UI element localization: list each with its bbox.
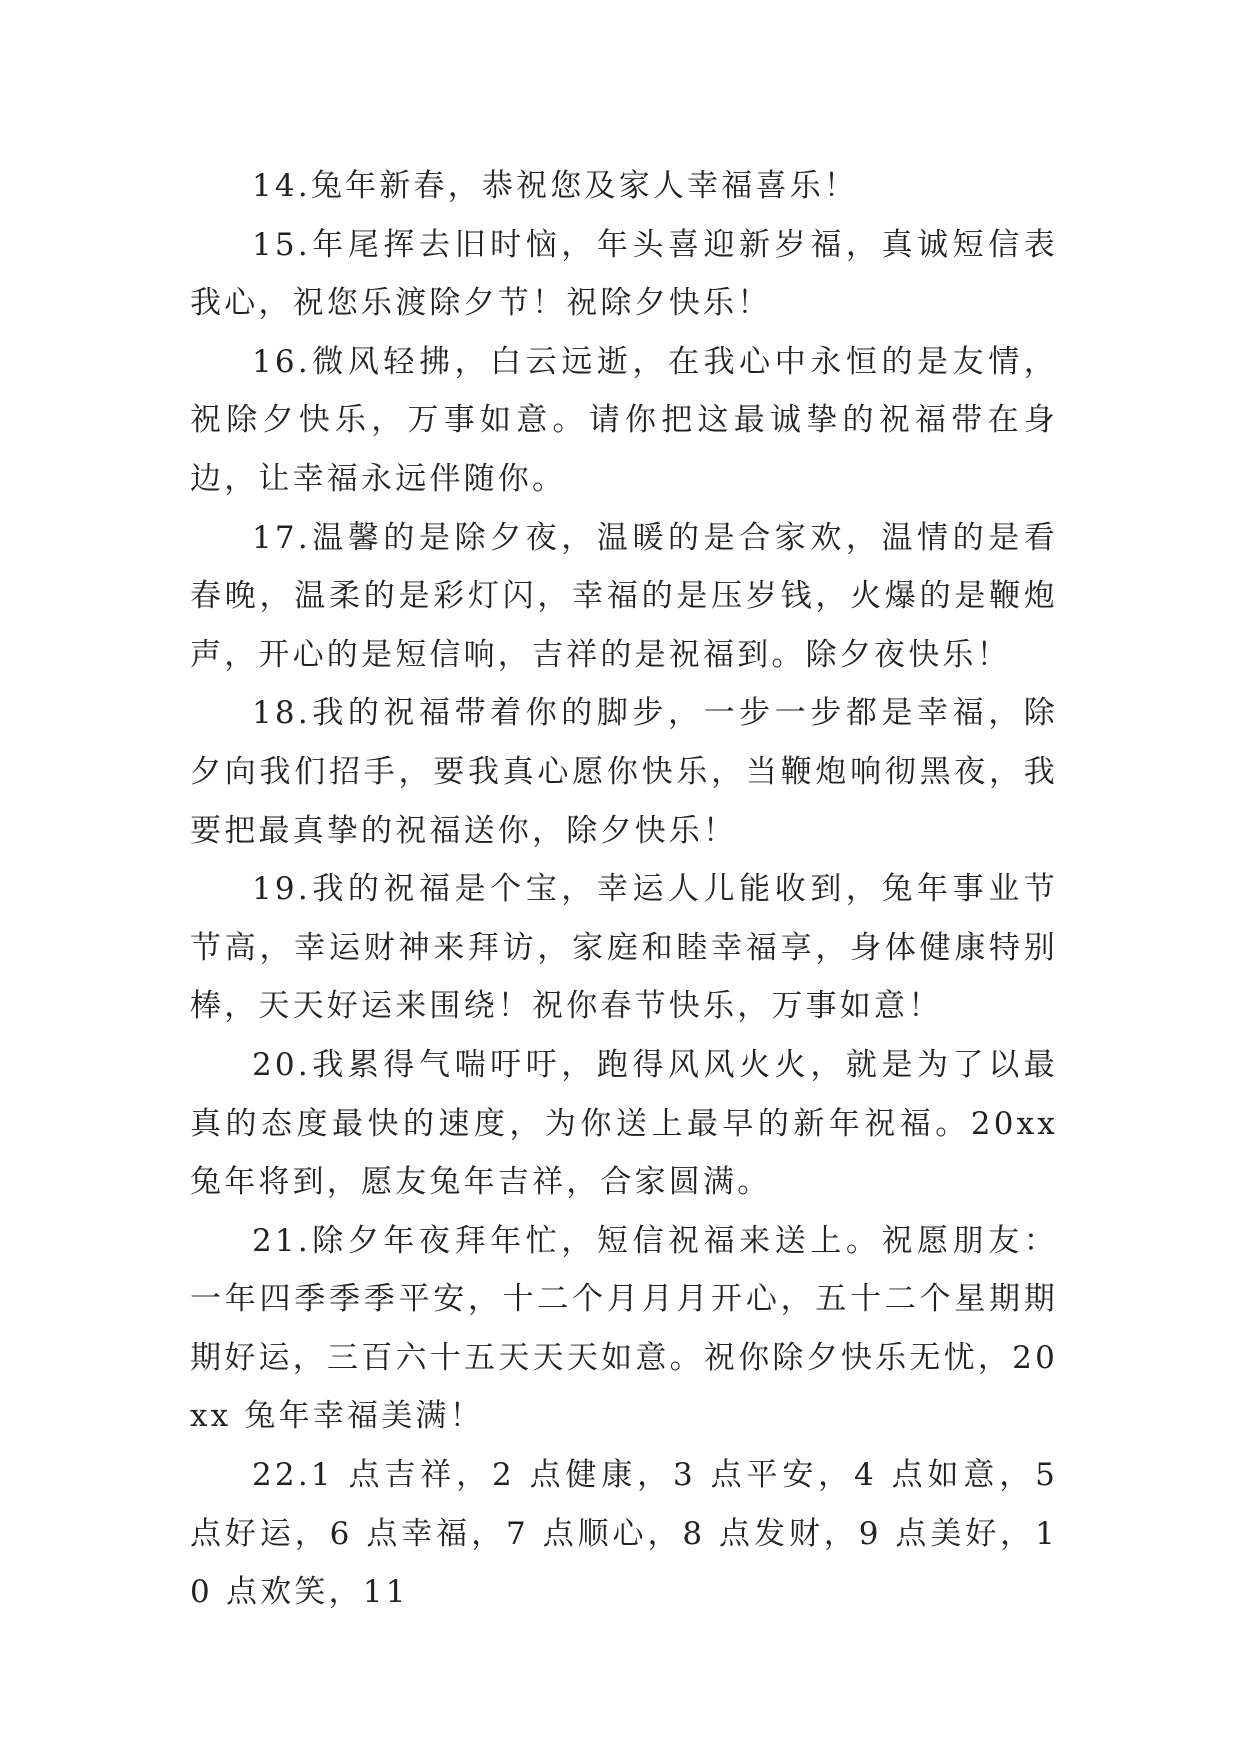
paragraph-20: 20.我累得气喘吁吁，跑得风风火火，就是为了以最真的态度最快的速度，为你送上最早的新年祝福。20xx 兔年将到，愿友兔年吉祥，合家圆满。 bbox=[190, 1046, 1058, 1201]
paragraph-22: 22.1 点吉祥，2 点健康，3 点平安，4 点如意，5 点好运，6 点幸福，7 点顺心，8 点发财，9 点美好，10 点欢笑，11 bbox=[190, 1457, 1058, 1611]
paragraph-21: 21.除夕年夜拜年忙，短信祝福来送上。祝愿朋友：一年四季季季平安，十二个月月月开心，五十二个星期期期好运，三百六十五天天天如意。祝你除夕快乐无忧，20xx 兔年幸福美满！ bbox=[190, 1222, 1058, 1435]
paragraph-16: 16.微风轻拂，白云远逝，在我心中永恒的是友情，祝除夕快乐，万事如意。请你把这最诚挚的祝福带在身边，让幸福永远伴随你。 bbox=[190, 343, 1058, 497]
paragraph-17: 17.温馨的是除夕夜，温暖的是合家欢，温情的是看春晚，温柔的是彩灯闪，幸福的是压岁钱，火爆的是鞭炮声，开心的是短信响，吉祥的是祝福到。除夕夜快乐！ bbox=[190, 519, 1058, 673]
paragraph-14: 14.兔年新春，恭祝您及家人幸福喜乐！ bbox=[252, 168, 859, 204]
paragraph-19: 19.我的祝福是个宝，幸运人儿能收到，兔年事业节节高，幸运财神来拜访，家庭和睦幸福享，身体健康特别棒，天天好运来围绕！祝你春节快乐，万事如意！ bbox=[190, 871, 1058, 1025]
paragraph-18: 18.我的祝福带着你的脚步，一步一步都是幸福，除夕向我们招手，要我真心愿你快乐，当鞭炮响彻黑夜，我要把最真挚的祝福送你，除夕快乐！ bbox=[190, 695, 1058, 849]
paragraph-15: 15.年尾挥去旧时恼，年头喜迎新岁福，真诚短信表我心，祝您乐渡除夕节！祝除夕快乐！ bbox=[190, 226, 1058, 322]
document-body bbox=[190, 157, 1058, 1622]
